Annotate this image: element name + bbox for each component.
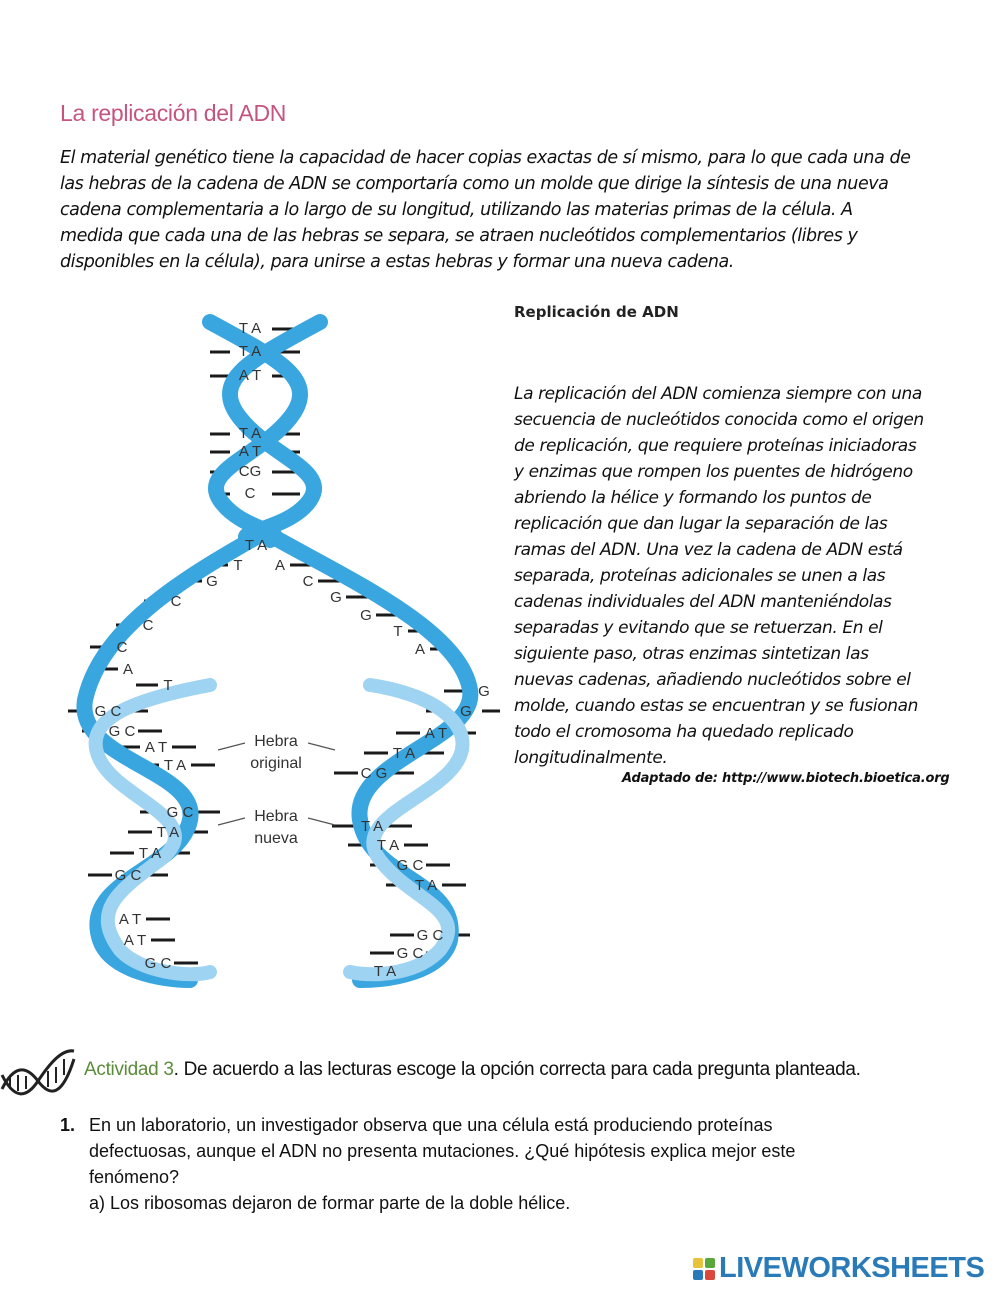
question-body [89,1112,939,1216]
intro-line: medida que cada una de las hebras se separa, se atraen nucleótidos complementarios (libres y [60,226,858,246]
right-base-pair: G [478,683,490,700]
label-hebra-nueva-1: Hebra [254,808,298,825]
right-base-pair: T A [414,877,438,894]
side-line: siguiente paso, otras enzimas sintetizan las [514,644,869,664]
activity-header [0,1045,1000,1105]
intro-line: El material genético tiene la capacidad de hacer copias exactas de sí mismo, para lo que cada una de [60,148,911,168]
side-paragraph [514,381,954,771]
right-base-pair: G C [396,945,424,962]
activity-instruction [84,1059,861,1081]
side-line: abriendo la hélice y formando los puntos de [514,488,872,508]
right-base-pair: G [460,703,472,720]
side-line: de replicación, que requiere proteínas iniciadoras [514,436,917,456]
liveworksheets-logo[interactable] [693,1252,993,1286]
side-line: todo el cromosoma ha quedado replicado [514,722,854,742]
top-base-pair: A T [238,443,262,460]
dna-replication-figure [60,300,500,990]
side-line: y enzimas que rompen los puentes de hidrógeno [514,462,913,482]
side-line: La replicación del ADN comienza siempre con una [514,384,922,404]
logo-icon [693,1258,717,1282]
label-hebra-original-1: Hebra [254,733,298,750]
fork-right-nucleotide: C [302,573,314,590]
fork-left-nucleotide: G [206,573,218,590]
top-base-pair: T A [238,343,262,360]
left-base-pair: A T [118,911,142,928]
left-base-pair: G C [108,723,136,740]
question-line: fenómeno? [89,1167,180,1187]
fork-right-nucleotide: A [274,557,286,574]
side-line: separada, proteínas adicionales se unen a las [514,566,886,586]
fork-top-pair: T A [244,537,268,554]
left-base-pair: G C [114,867,142,884]
dna-strands [84,322,470,980]
intro-line: las hebras de la cadena de ADN se comportaría como un molde que dirige la síntesis de una nueva [60,174,889,194]
side-line: molde, cuando estas se encuentran y se fusionan [514,696,918,716]
top-base-pair: CG [238,463,262,480]
fork-right-nucleotide: T [393,623,403,640]
left-base-pair: T A [156,824,180,841]
source-citation: Adaptado de: http://www.biotech.bioetica.org [622,771,950,786]
side-line: cadenas individuales del ADN manteniéndolas [514,592,892,612]
left-base-pair: A T [123,932,147,949]
activity-text: . De acuerdo a las lecturas escoge la opción correcta para cada pregunta planteada. [173,1059,861,1080]
intro-line: cadena complementaria a lo largo de su longitud, utilizando las materias primas de la célula. A [60,200,853,220]
left-base-pair: G C [94,703,122,720]
dna-icon [0,1045,80,1105]
right-base-pair: A T [424,725,448,742]
right-base-pair: T A [376,837,400,854]
left-base-pair: T A [163,757,187,774]
side-line: separadas y evitando que se retuerzan. En el [514,618,883,638]
intro-paragraph [60,145,940,275]
side-line: replicación que dan lugar la separación de las [514,514,888,534]
page-title: La replicación del ADN [60,100,287,126]
left-base-pair: T A [138,845,162,862]
strand-labels [218,733,335,847]
label-hebra-nueva-2: nueva [254,830,298,847]
question-number: 1. [60,1115,76,1135]
fork-left-nucleotide: C [170,593,182,610]
question-line: defectuosas, aunque el ADN no presenta mutaciones. ¿Qué hipótesis explica mejor este [89,1141,796,1161]
fork-right-nucleotide: A [414,641,426,658]
left-base-pair: G C [166,804,194,821]
side-line: secuencia de nucleótidos conocida como el origen [514,410,924,430]
fork-left-nucleotide: C [142,617,154,634]
top-base-pair: A T [238,367,262,384]
left-base-pair: A T [144,739,168,756]
fork-left-nucleotide: A [122,661,134,678]
right-base-pair: T A [360,818,384,835]
right-base-pair: T A [392,745,416,762]
question-line: En un laboratorio, un investigador observa que una célula está produciendo proteínas [89,1115,773,1135]
right-base-pair: G C [396,857,424,874]
top-base-pair: T A [238,425,262,442]
fork-right-nucleotide: G [360,607,372,624]
figure-caption: Replicación de ADN [514,303,679,321]
side-line: ramas del ADN. Una vez la cadena de ADN está [514,540,903,560]
side-line: nuevas cadenas, añadiendo nucleótidos sobre el [514,670,911,690]
left-base-pair: G C [144,955,172,972]
label-hebra-original-2: original [250,755,302,772]
answer-option-a[interactable]: a) Los ribosomas dejaron de formar parte de la doble hélice. [89,1193,571,1213]
top-base-pair: C [244,485,256,502]
top-base-pair: T A [238,320,262,337]
fork-left-nucleotide: T [233,557,243,574]
brand-name: LIVEWORKSHEETS [719,1252,985,1284]
side-line: longitudinalmente. [514,748,668,768]
fork-right-nucleotide: G [330,589,342,606]
activity-label: Actividad 3 [84,1059,174,1080]
right-base-pair: C G [360,765,388,782]
fork-left-nucleotide: C [116,639,128,656]
right-base-pair: G C [416,927,444,944]
dna-replication-diagram [60,300,500,990]
intro-line: disponibles en la célula), para unirse a estas hebras y formar una nueva cadena. [60,252,734,272]
right-base-pair: T A [373,963,397,980]
fork-left-nucleotide: T [163,677,173,694]
